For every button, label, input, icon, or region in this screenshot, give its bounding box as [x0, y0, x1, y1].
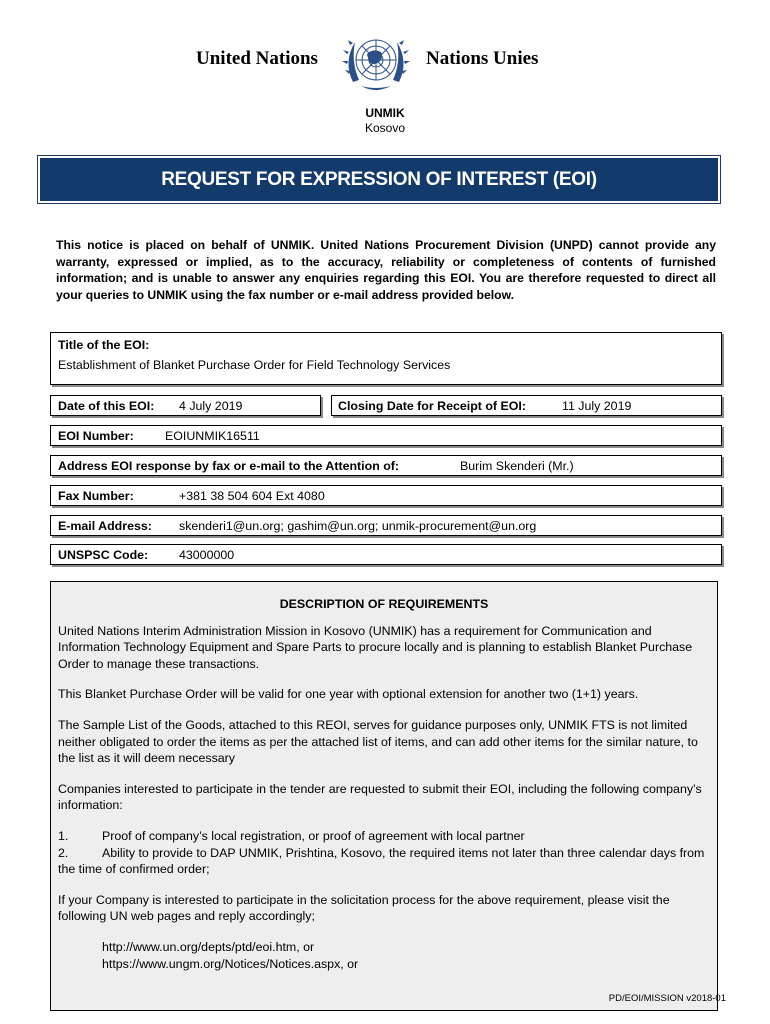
description-section	[50, 581, 718, 1011]
eoi-number-box	[50, 425, 722, 446]
web-links	[58, 939, 709, 972]
document-code: PD/EOI/MISSION v2018-01	[608, 993, 726, 1004]
unspsc-box	[50, 544, 722, 565]
list-item: 2. Ability to provide to DAP UNMIK, Prishtina, Kosovo, the required items not later than three calendar days from the time of confirmed order;	[58, 845, 705, 877]
fax-value: +381 38 504 604 Ext 4080	[179, 489, 325, 503]
description-paragraph: This Blanket Purchase Order will be valid for one year with optional extension for another two (1+1) years.	[58, 687, 639, 702]
list-item: 1. Proof of company’s local registration, or proof of agreement with local partner	[58, 828, 525, 843]
fax-label: Fax Number:	[58, 489, 134, 503]
org-location: Kosovo	[364, 121, 406, 135]
eoi-link[interactable]: http://www.un.org/depts/ptd/eoi.htm, or	[102, 939, 315, 954]
eoi-title-box	[50, 332, 722, 385]
email-label: E-mail Address:	[58, 519, 152, 533]
eoi-number-label: EOI Number:	[58, 429, 134, 443]
eoi-title-value: Establishment of Blanket Purchase Order for Field Technology Services	[58, 358, 451, 372]
unspsc-label: UNSPSC Code:	[58, 548, 149, 562]
eoi-date-box	[50, 395, 321, 416]
eoi-title-label: Title of the EOI:	[58, 338, 150, 352]
description-paragraph: If your Company is interested to participate in the solicitation process for the above requirement, please visit the following UN web pages and reply accordingly;	[58, 892, 670, 924]
nations-unies-title: Nations Unies	[426, 48, 539, 69]
eoi-number-value: EOIUNMIK16511	[165, 429, 260, 443]
unspsc-value: 43000000	[179, 548, 235, 562]
page-title: REQUEST FOR EXPRESSION OF INTEREST (EOI)	[40, 158, 718, 201]
email-box	[50, 515, 722, 536]
attention-value: Burim Skenderi (Mr.)	[460, 459, 574, 473]
fax-box	[50, 485, 722, 506]
attention-box	[50, 455, 722, 476]
ungm-link[interactable]: https://www.ungm.org/Notices/Notices.aspx, or	[102, 956, 359, 971]
requirements-list	[58, 828, 709, 878]
attention-label: Address EOI response by fax or e-mail to the Attention of:	[58, 459, 400, 473]
description-heading: DESCRIPTION OF REQUIREMENTS	[279, 597, 489, 611]
un-emblem-icon	[341, 30, 411, 96]
closing-date-value: 11 July 2019	[562, 399, 632, 413]
title-banner	[37, 155, 721, 204]
disclaimer-notice	[56, 237, 716, 303]
closing-date-label: Closing Date for Receipt of EOI:	[338, 399, 526, 413]
eoi-date-label: Date of this EOI:	[58, 399, 155, 413]
notice-rest: . United Nations Procurement Division (UNPD) cannot provide any warranty, expressed or implied, as to the accuracy, reliability or completeness of contents of furnished information; and is unable to answer any enquiries regarding this EOI. You are therefore requested to direct all your queries to UNMIK using the fax number or e-mail address provided below.	[56, 238, 716, 302]
eoi-date-value: 4 July 2019	[179, 399, 243, 413]
notice-lead: This notice is placed on behalf of UNMIK	[56, 238, 311, 252]
united-nations-title: United Nations	[196, 48, 318, 69]
closing-date-box	[331, 395, 722, 416]
org-name: UNMIK	[365, 106, 405, 120]
description-paragraph: Companies interested to participate in the tender are requested to submit their EOI, including the following company’s information:	[58, 781, 702, 813]
description-paragraph: The Sample List of the Goods, attached to this REOI, serves for guidance purposes only, UNMIK FTS is not limited neither obligated to order the items as per the attached list of items, and can add other items for the similar nature, to the list as it will deem necessary	[58, 717, 698, 766]
email-value[interactable]: skenderi1@un.org; gashim@un.org; unmik-procurement@un.org	[179, 519, 537, 533]
description-paragraph: United Nations Interim Administration Mission in Kosovo (UNMIK) has a requirement for Communication and Information Technology Equipment and Spare Parts to procure locally and is planning to establish Blanket Purchase Order to manage these transactions.	[58, 623, 693, 671]
